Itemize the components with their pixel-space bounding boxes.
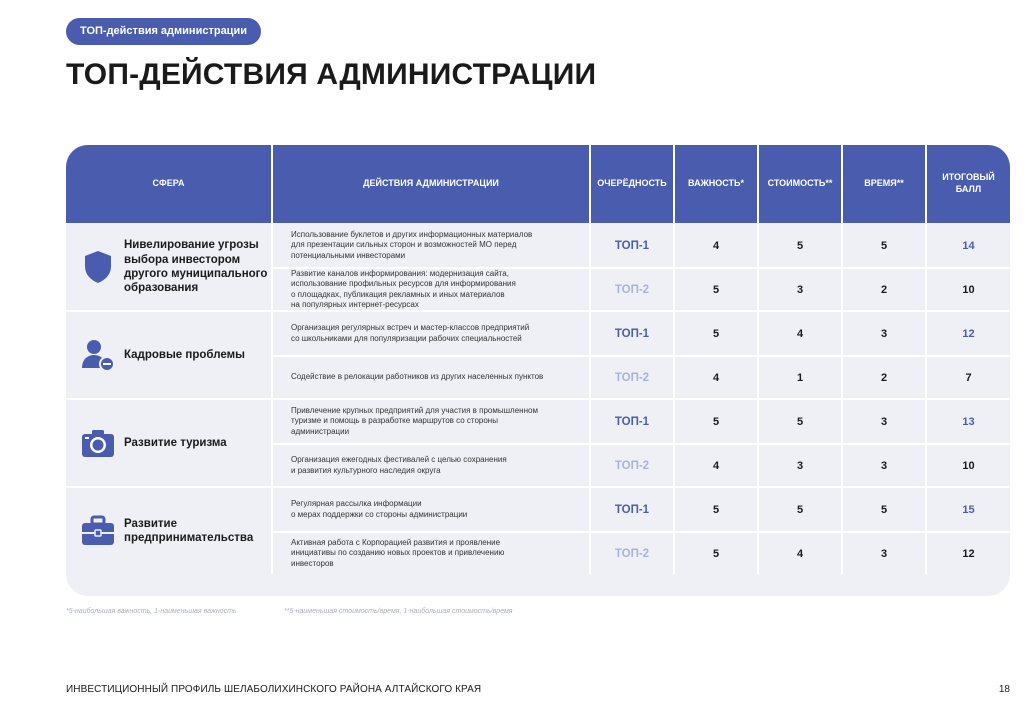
sphere-label: Нивелирование угрозы выбора инвестором другого муниципального образования [124,239,268,295]
table-row [273,400,1010,443]
total-cell: 13 [962,415,975,428]
time-cell: 2 [843,269,927,310]
table-group [66,400,1010,488]
table-group [66,312,1010,400]
table-row [273,267,1010,310]
table-row [273,312,1010,355]
cost-cell: 3 [759,269,843,310]
header-importance: ВАЖНОСТЬ* [675,145,759,223]
action-cell: Регулярная рассылка информации о мерах поддержки со стороны администрации [273,488,591,531]
time-cell: 3 [843,312,927,355]
table-header [66,145,1010,223]
importance-cell: 5 [675,400,759,443]
action-cell: Активная работа с Корпорацией развития и проявление инициативы по созданию новых проектов и привлечению инвесторов [273,533,591,574]
total-cell: 12 [962,327,975,340]
queue-cell: ТОП-2 [591,445,675,486]
action-cell: Использование буклетов и других информационных материалов для презентации сильных сторон и возможностей МО перед потенциальными инвесторами [273,224,591,267]
time-cell: 5 [843,224,927,267]
time-cell: 3 [843,533,927,574]
page-title: ТОП-ДЕЙСТВИЯ АДМИНИСТРАЦИИ [66,58,597,91]
sphere-cell [66,488,273,574]
total-cell: 7 [965,371,972,384]
total-cell: 12 [962,547,975,560]
sphere-cell [66,312,273,398]
shield-icon [80,249,116,285]
importance-cell: 4 [675,445,759,486]
action-cell: Организация регулярных встреч и мастер-классов предприятий со школьниками для популяризации рабочих специальностей [273,312,591,355]
header-cost: СТОИМОСТЬ** [759,145,843,223]
sphere-label: Развитие предпринимательства [124,517,254,544]
table-row [273,443,1010,486]
total-cell: 14 [962,239,975,252]
action-cell: Привлечение крупных предприятий для участия в промышленном туризме и помощь в разработке маршрутов со стороны администрации [273,400,591,443]
header-queue: ОЧЕРЁДНОСТЬ [591,145,675,223]
footnote-importance: *5-наибольшая важность, 1-наименьшая важность [66,608,237,615]
cost-cell: 4 [759,312,843,355]
cost-cell: 4 [759,533,843,574]
time-cell: 2 [843,357,927,398]
importance-cell: 5 [675,269,759,310]
queue-cell: ТОП-2 [591,533,675,574]
queue-cell: ТОП-2 [591,357,675,398]
importance-cell: 5 [675,533,759,574]
total-cell: 10 [962,283,975,296]
importance-cell: 4 [675,224,759,267]
queue-cell: ТОП-1 [591,312,675,355]
user-minus-icon [80,337,116,373]
header-actions: ДЕЙСТВИЯ АДМИНИСТРАЦИИ [273,145,591,223]
table-row [273,488,1010,531]
sphere-label: Кадровые проблемы [124,348,245,361]
header-sphere: СФЕРА [66,145,273,223]
queue-cell: ТОП-1 [591,400,675,443]
time-cell: 3 [843,400,927,443]
section-badge: ТОП-действия администрации [66,18,261,45]
table-row [273,531,1010,574]
header-total: ИТОГОВЫЙ БАЛЛ [942,172,995,194]
table-group [66,224,1010,312]
total-cell: 15 [962,503,975,516]
action-cell: Содействие в релокации работников из других населенных пунктов [273,357,591,398]
time-cell: 3 [843,445,927,486]
header-time: ВРЕМЯ** [843,145,927,223]
importance-cell: 5 [675,488,759,531]
time-cell: 5 [843,488,927,531]
table-group [66,488,1010,574]
table-row [273,355,1010,398]
actions-table [66,145,1010,596]
queue-cell: ТОП-1 [591,488,675,531]
action-cell: Развитие каналов информирования: модернизация сайта, использование профильных ресурсов для информирования о площадках, публикация рекламных и иных материалов на популярных интернет-ресурсах [273,269,591,310]
footer-title: ИНВЕСТИЦИОННЫЙ ПРОФИЛЬ ШЕЛАБОЛИХИНСКОГО РАЙОНА АЛТАЙСКОГО КРАЯ [66,684,482,695]
footnotes [66,608,513,615]
cost-cell: 3 [759,445,843,486]
queue-cell: ТОП-2 [591,269,675,310]
footnote-cost-time: **5-наименьшая стоимость/время, 1-наибольшая стоимость/время [284,608,513,615]
camera-icon [80,425,116,461]
sphere-label: Развитие туризма [124,436,227,449]
sphere-cell [66,224,273,310]
briefcase-icon [80,513,116,549]
page-number: 18 [998,684,1010,695]
cost-cell: 5 [759,400,843,443]
importance-cell: 5 [675,312,759,355]
cost-cell: 5 [759,488,843,531]
sphere-cell [66,400,273,486]
table-body [66,224,1010,574]
cost-cell: 1 [759,357,843,398]
cost-cell: 5 [759,224,843,267]
table-row [273,224,1010,267]
total-cell: 10 [962,459,975,472]
importance-cell: 4 [675,357,759,398]
action-cell: Организация ежегодных фестивалей с целью сохранения и развития культурного наследия округа [273,445,591,486]
queue-cell: ТОП-1 [591,224,675,267]
